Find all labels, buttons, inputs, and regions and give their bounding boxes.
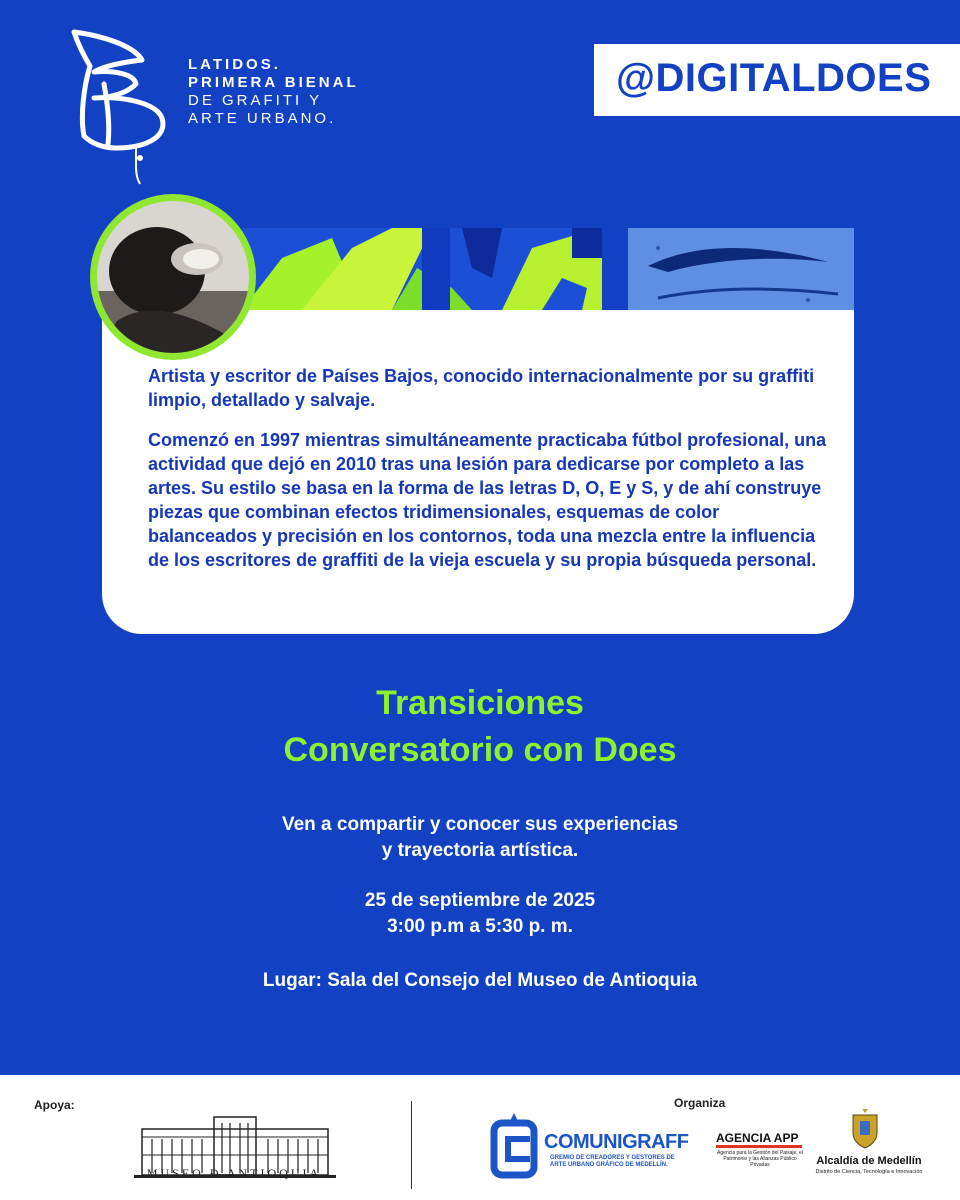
comunigraff-subtitle: GREMIO DE CREADORES Y GESTORES DE ARTE URBANO GRÁFICO DE MEDELLÍN. [550, 1155, 675, 1168]
graffiti-image [242, 228, 602, 310]
medellin-coat-of-arms-icon [850, 1109, 880, 1149]
logo-line-1: LATIDOS. [188, 56, 281, 73]
logo-line-4: ARTE URBANO. [188, 110, 337, 127]
comunigraff-name: COMUNIGRAFF [544, 1131, 689, 1153]
event-subtitle: Conversatorio con Does [283, 731, 677, 769]
bio-paragraph-2: Comenzó en 1997 mientras simultáneamente practicaba fútbol profesional, una actividad que dejó en 2010 tras una lesión para dedicarse por completo a las artes. Su estilo se basa en la forma de las letras D, O, E y S, y de ahí construye piezas que combinan efectos tridimensionales, esquemas de color balanceados y precisión en los contornos, toda una mezcla entre la influencia de los escritores de graffiti de la vieja escuela y su propia búsqueda personal. [148, 430, 827, 570]
event-description-line-1: Ven a compartir y conocer sus experiencias [281, 814, 679, 835]
event-location: Lugar: Sala del Consejo del Museo de Antioquia [262, 970, 698, 991]
alcaldia-medellin-name: Alcaldía de Medellín [816, 1155, 922, 1167]
organizers-label: Organiza [674, 1096, 726, 1110]
eye-image [628, 228, 854, 310]
artist-photo [97, 201, 249, 353]
event-date: 25 de septiembre de 2025 [364, 890, 596, 911]
logo-line-2: PRIMERA BIENAL [188, 74, 359, 91]
agencia-app-name: AGENCIA APP [716, 1131, 799, 1145]
bienal-logo-text [188, 56, 359, 128]
footer-divider [411, 1101, 412, 1189]
social-handle: @DIGITALDOES [616, 56, 932, 100]
bio-paragraph-1: Artista y escritor de Países Bajos, conocido internacionalmente por su graffiti limpio, detallado y salvaje. [148, 366, 815, 410]
logo-line-3: DE GRAFITI Y [188, 92, 323, 109]
bienal-logo-mark [64, 26, 184, 186]
event-title: Transiciones [376, 684, 584, 722]
supports-label: Apoya: [34, 1098, 75, 1112]
event-description-line-2: y trayectoria artística. [381, 840, 579, 861]
comunigraff-logo-mark [486, 1109, 542, 1181]
social-handle-banner [594, 44, 960, 116]
agencia-app-underline [716, 1145, 802, 1148]
agencia-app-subtitle: Agencia para la Gestión del Paisaje, el Patrimonio y las Alianzas Público Privadas [717, 1150, 803, 1168]
event-time: 3:00 p.m a 5:30 p. m. [387, 916, 573, 937]
alcaldia-medellin-subtitle: Distrito de Ciencia, Tecnología e Innovación [815, 1169, 923, 1175]
sponsors-footer [0, 1075, 960, 1200]
artist-portrait [90, 194, 256, 360]
museo-antioquia-name: MUSEO Ð ANTIOQUIA [146, 1166, 322, 1180]
